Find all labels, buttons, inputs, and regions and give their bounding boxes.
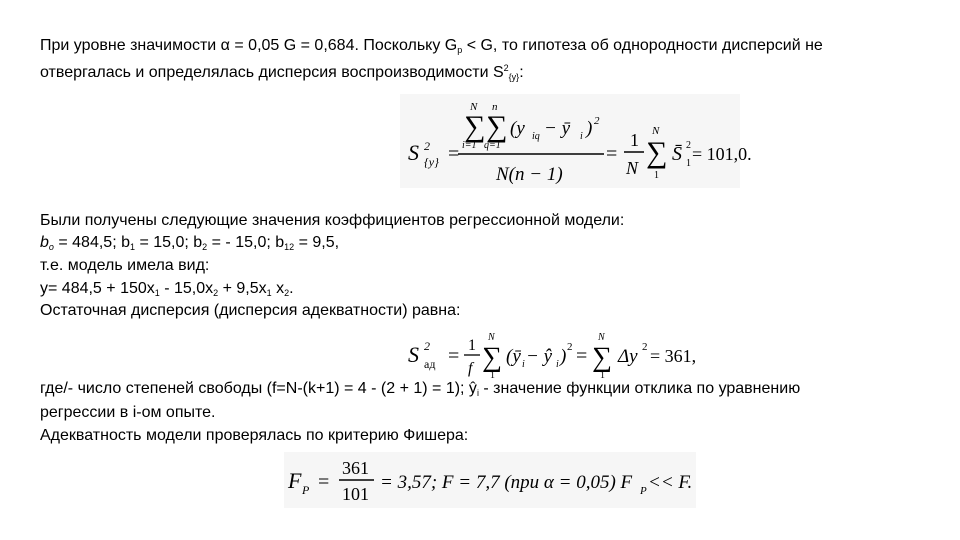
frac-den: 101 (342, 484, 369, 504)
eq-equals2: = (606, 143, 618, 165)
equation-adequacy-variance (404, 328, 704, 380)
text-fragment: - значение функции отклика по уравнению (478, 380, 801, 397)
rhs-s: S̄ (672, 143, 682, 165)
eq-denominator: N(n − 1) (496, 164, 563, 185)
sum3-sign: ∑ (646, 136, 668, 169)
text-line-reproducibility (40, 63, 524, 83)
frac-num: 361 (342, 458, 369, 478)
sum2-bottom: q=1 (484, 140, 501, 151)
delta-pow: 2 (642, 341, 648, 353)
sum2-bottom: 1 (600, 370, 605, 381)
text-line-significance (40, 36, 823, 56)
eq-lhs-sub: P (302, 483, 310, 497)
eq-lhs: S (408, 140, 419, 165)
frac-den: f (468, 360, 473, 377)
eq-result: = 101,0. (692, 144, 752, 164)
text-fragment: . (289, 280, 294, 297)
sum2-top: n (492, 101, 498, 113)
expr-mid: − ŷ (526, 346, 553, 367)
sum-bottom: i=1 (462, 140, 477, 151)
text-fragment: - 15,0x (159, 280, 214, 297)
sum-top: N (470, 101, 478, 113)
text-fragment: < G, то гипотеза об однородности дисперсий не (462, 37, 823, 54)
delta-y: Δy (618, 346, 638, 367)
sum2-sign: ∑ (486, 110, 508, 143)
sum-bottom: 1 (490, 370, 495, 381)
superscript: 2 (503, 63, 509, 73)
eq-num-close: ) (586, 118, 593, 139)
eq-lhs-sub: ад (424, 357, 436, 371)
text-line-fisher (40, 426, 468, 446)
frac2-den: N (626, 158, 639, 178)
expr-pow: 2 (567, 341, 573, 353)
sum3-top: N (652, 125, 660, 137)
eq-rest-end: << F. (648, 472, 693, 493)
eq-result: = 361, (650, 346, 697, 366)
text-fragment: = 9,5, (294, 234, 340, 251)
text-line-regression (40, 403, 215, 423)
frac2-num: 1 (630, 130, 639, 150)
subscript: {y} (508, 72, 520, 82)
sum-sign: ∑ (464, 110, 486, 143)
eq-equals: = (448, 345, 460, 367)
eq-lhs-sup: 2 (424, 139, 430, 153)
sum2-sign: ∑ (592, 342, 612, 373)
eq-num-sub1: iq (532, 131, 540, 142)
subscript: 1 (266, 288, 272, 298)
text-fragment: y= 484,5 + 150x (40, 280, 155, 297)
text-line-residual (40, 301, 460, 321)
text-line-model-intro (40, 256, 209, 276)
text-fragment: Остаточная дисперсия (дисперсия адекватности) равна: (40, 302, 461, 319)
rhs-pow: 2 (686, 140, 691, 151)
sum2-top: N (598, 332, 605, 343)
eq-rest-sub: P (640, 485, 647, 497)
expr-sub2: i (556, 359, 559, 370)
text-fragment: = - 15,0; b (207, 234, 285, 251)
subscript: i (476, 388, 479, 398)
text-fragment: b (40, 234, 49, 251)
text-fragment: = 484,5; b (53, 234, 130, 251)
eq-equals: = (448, 143, 460, 165)
subscript: р (457, 45, 463, 55)
eq-lhs: S (408, 342, 419, 367)
equation-reproducibility-variance (400, 94, 752, 188)
subscript: 2 (284, 288, 290, 298)
text-fragment: где/- число степеней свободы (f=N-(k+1) = 4 - (2 + 1) = 1); ŷ (40, 380, 477, 397)
text-fragment: При уровне значимости α = 0,05 G = 0,684. Поскольку G (40, 37, 458, 54)
expr-sub1: i (522, 359, 525, 370)
subscript: 1 (129, 242, 135, 252)
expr-close: ) (560, 346, 567, 367)
text-fragment: регрессии в i-ом опыте. (40, 404, 216, 421)
rhs-sub: 1 (686, 158, 691, 169)
sum-top: N (488, 332, 495, 343)
text-fragment: + 9,5x (218, 280, 267, 297)
sum-sign: ∑ (482, 342, 502, 373)
eq-lhs-sup: 2 (424, 339, 430, 353)
text-line-coefficients-intro (40, 211, 624, 231)
text-line-degrees-of-freedom (40, 379, 800, 399)
text-fragment: т.е. модель имела вид: (40, 257, 210, 274)
eq-lhs: F (288, 468, 302, 493)
text-fragment: отвергалась и определялась дисперсия воспроизводимости S (40, 64, 504, 81)
text-fragment: = 15,0; b (135, 234, 203, 251)
eq-num-mid: − ȳ (544, 118, 571, 139)
subscript: 12 (284, 242, 295, 252)
text-fragment: x (271, 280, 285, 297)
eq-equals2: = (576, 345, 588, 367)
eq-lhs-sub: {y} (424, 155, 439, 169)
eq-num-open: (y (510, 118, 525, 139)
expr-open: (ȳ (506, 346, 521, 367)
eq-rest: = 3,57; F = 7,7 (при α = 0,05) F (380, 472, 633, 493)
text-fragment: : (519, 64, 524, 81)
eq-equals: = (318, 471, 330, 493)
text-fragment: Были получены следующие значения коэффициентов регрессионной модели: (40, 212, 625, 229)
subscript: 1 (154, 288, 160, 298)
subscript: 2 (213, 288, 219, 298)
subscript: 2 (202, 242, 208, 252)
eq-num-pow: 2 (594, 115, 600, 127)
text-fragment: Адекватность модели проверялась по критерию Фишера: (40, 427, 469, 444)
equation-fisher-criterion (284, 452, 696, 508)
text-line-coefficients (40, 233, 339, 253)
text-line-model (40, 279, 294, 299)
eq-num-sub2: i (580, 131, 583, 142)
subscript: o (48, 242, 54, 252)
sum3-bottom: 1 (654, 170, 659, 181)
frac-num: 1 (468, 337, 476, 354)
